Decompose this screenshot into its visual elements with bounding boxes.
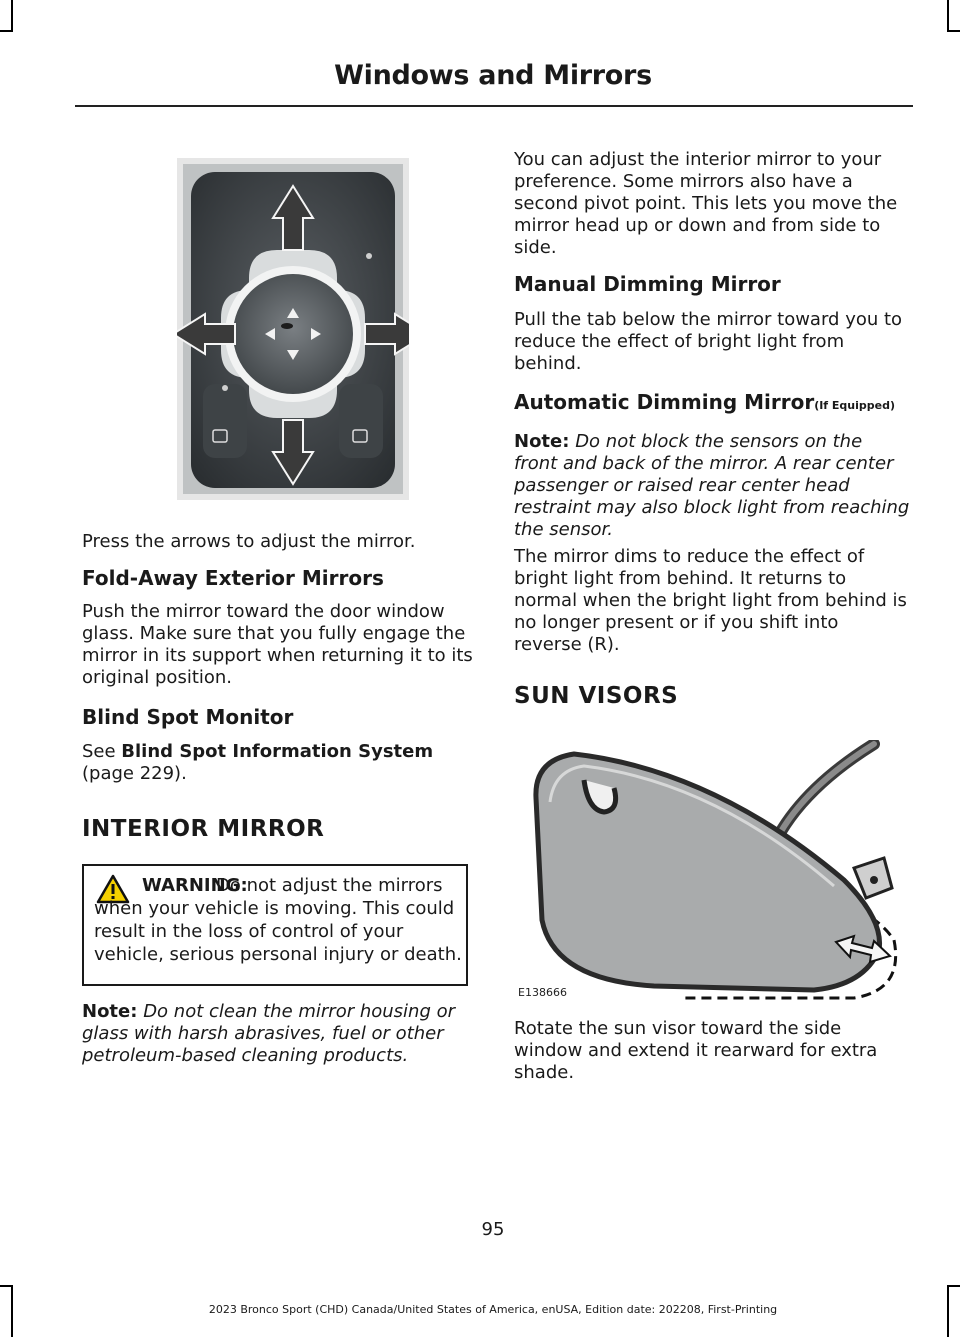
section-heading: Blind Spot Monitor [82, 705, 294, 729]
crop-mark [11, 0, 13, 32]
if-equipped-label: (If Equipped) [814, 399, 896, 412]
see-text: See [82, 741, 122, 762]
warning-text [94, 874, 464, 966]
body-paragraph [82, 741, 474, 785]
page-reference: (page 229). [82, 763, 187, 784]
note-paragraph [82, 1001, 474, 1067]
page-title: Windows and Mirrors [334, 60, 652, 91]
figure-caption: Press the arrows to adjust the mirror. [82, 531, 416, 552]
crop-mark [0, 1285, 13, 1287]
section-heading: Manual Dimming Mirror [514, 272, 781, 296]
body-paragraph: Push the mirror toward the door window glass. Make sure that you fully engage the mirror in its support when returning it to its original position. [82, 601, 473, 688]
mirror-control-illustration [177, 158, 409, 500]
warning-label: WARNING: [142, 875, 248, 896]
section-heading [514, 390, 934, 418]
body-paragraph: The mirror dims to reduce the effect of bright light from behind. It returns to normal when the bright light from behind is no longer present or if you shift into reverse (R). [514, 546, 907, 655]
note-paragraph [514, 431, 910, 541]
figure-code: E138666 [518, 986, 567, 999]
crop-mark [947, 0, 949, 32]
header-divider [75, 105, 913, 107]
figure-caption: Rotate the sun visor toward the side window and extend it rearward for extra shade. [514, 1018, 878, 1083]
page-number: 95 [481, 1219, 505, 1240]
crop-mark [947, 1285, 960, 1287]
warning-body: Do not adjust the mirrors when your vehicle is moving. This could result in the loss of control of your vehicle, serious personal injury or death. [94, 875, 462, 965]
chapter-heading: SUN VISORS [514, 683, 679, 709]
crop-mark [0, 30, 13, 32]
auto-heading-text: Automatic Dimming Mirror [514, 390, 815, 414]
edition-line: 2023 Bronco Sport (CHD) Canada/United States of America, enUSA, Edition date: 202208, First-Printing [208, 1303, 778, 1316]
crop-mark [947, 30, 960, 32]
sun-visor-illustration [514, 740, 914, 1002]
section-heading: Fold-Away Exterior Mirrors [82, 566, 384, 590]
warning-box [82, 864, 468, 986]
body-paragraph: You can adjust the interior mirror to your preference. Some mirrors also have a second pivot point. This lets you move the mirror head up or down and from side to side. [514, 149, 898, 258]
cross-reference-link[interactable]: Blind Spot Information System [121, 741, 434, 762]
note-text: Do not block the sensors on the front and back of the mirror. A rear center passenger or raised rear center head restraint may also block light from reaching the sensor. [514, 431, 910, 540]
note-label: Note: [82, 1001, 138, 1022]
body-paragraph: Pull the tab below the mirror toward you to reduce the effect of bright light from behind. [514, 309, 903, 374]
note-label: Note: [514, 431, 570, 452]
chapter-heading: INTERIOR MIRROR [82, 816, 325, 842]
note-text: Do not clean the mirror housing or glass with harsh abrasives, fuel or other petroleum-based cleaning products. [82, 1001, 456, 1066]
